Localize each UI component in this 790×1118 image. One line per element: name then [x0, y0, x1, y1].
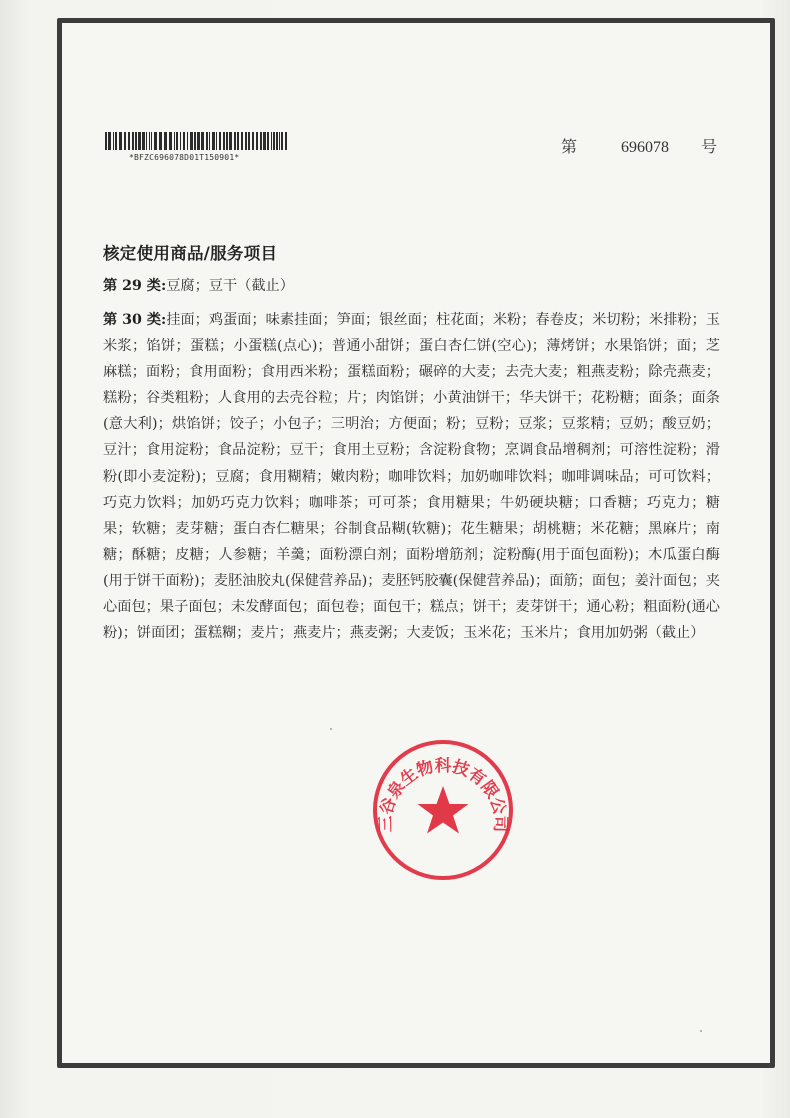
barcode-bar	[285, 132, 287, 150]
barcode	[103, 132, 293, 168]
barcode-bar	[206, 132, 208, 150]
barcode-bar	[273, 132, 275, 150]
barcode-bar	[183, 132, 185, 150]
barcode-bar	[151, 132, 152, 150]
barcode-bar	[229, 132, 232, 150]
red-star-icon	[418, 786, 469, 834]
scan-speck	[700, 1030, 702, 1032]
barcode-bar	[180, 132, 181, 150]
class-29-items: 豆腐；豆干（截止）	[166, 278, 294, 294]
barcode-bar	[260, 132, 262, 150]
barcode-bar	[197, 132, 200, 150]
barcode-bar	[281, 132, 283, 150]
barcode-bar	[142, 132, 145, 150]
scan-speck	[330, 728, 332, 730]
barcode-bar	[237, 132, 239, 150]
barcode-bar	[149, 132, 150, 150]
barcode-bar	[263, 132, 266, 150]
barcode-bar	[201, 132, 204, 150]
barcode-bar	[216, 132, 217, 150]
barcode-bar	[146, 132, 147, 150]
barcode-bar	[128, 132, 130, 150]
barcode-bar	[119, 132, 122, 150]
barcode-bar	[223, 132, 225, 150]
registration-number	[561, 134, 717, 157]
barcode-bar	[241, 132, 243, 150]
barcode-bar	[187, 132, 188, 150]
class-29-paragraph	[103, 273, 720, 299]
registration-number-value: 696078	[621, 139, 670, 156]
barcode-bar	[113, 132, 114, 150]
section-title: 核定使用商品/服务项目	[103, 244, 278, 263]
barcode-bar	[209, 132, 210, 150]
barcode-bar	[252, 132, 254, 150]
barcode-bar	[219, 132, 221, 150]
class-30-items: 挂面；鸡蛋面；味素挂面；笋面；银丝面；柱花面；米粉；春卷皮；米切粉；米排粉；玉米浆；馅饼；蛋糕；小蛋糕(点心)；普通小甜饼；蛋白杏仁饼(空心)；薄烤饼；水果馅饼；面；芝麻糕；面粉；食用面粉；食用西米粉；蛋糕面粉；碾碎的大麦；去壳大麦；粗燕麦粉；除壳燕麦；糕粉；谷类粗粉；人食用的去壳谷粒；片；肉馅饼；小黄油饼干；华夫饼干；花粉糖；面条；面条(意大利)；烘馅饼；饺子；小包子；三明治；方便面；粉；豆粉；豆浆；豆浆精；豆奶；酸豆奶；豆汁；食用淀粉；食品淀粉；豆干；食用土豆粉；含淀粉食物；烹调食品增稠剂；可溶性淀粉；滑粉(即小麦淀粉)；豆腐；食用糊精；嫩肉粉；咖啡饮料；加奶咖啡饮料；咖啡调味品；可可饮料；巧克力饮料；加奶巧克力饮料；咖啡茶；可可茶；食用糖果；牛奶硬块糖；口香糖；巧克力；糖果；软糖；麦芽糖；蛋白杏仁糖果；谷制食品糊(软糖)；花生糖果；胡桃糖；米花糖；黑麻片；南糖；酥糖；皮糖；人参糖；羊羹；面粉漂白剂；面粉增筋剂；淀粉酶(用于面包面粉)；木瓜蛋白酶(用于饼干面粉)；麦胚油胶丸(保健营养品)；麦胚钙胶囊(保健营养品)；面筋；面包；姜汁面包；夹心面包；果子面包；未发酵面包；面包卷；面包干；糕点；饼干；麦芽饼干；通心粉；粗面粉(通心粉)；饼面团；蛋糕糊；麦片；燕麦片；燕麦粥；大麦饭；玉米花；玉米片；食用加奶粥（截止）	[103, 312, 720, 642]
barcode-bar	[234, 132, 236, 150]
barcode-bar	[124, 132, 126, 150]
barcode-bar	[135, 132, 137, 150]
barcode-bar	[115, 132, 117, 150]
barcode-bar	[267, 132, 269, 150]
class-29-label: 第 29 类:	[103, 278, 167, 294]
barcode-bar	[138, 132, 141, 150]
barcode-bar	[190, 132, 193, 150]
barcode-bar	[279, 132, 280, 150]
seal-graphic	[370, 737, 516, 883]
barcode-bar	[194, 132, 196, 150]
barcode-bar	[174, 132, 175, 150]
barcode-bar	[159, 132, 162, 150]
registration-prefix: 第	[561, 137, 578, 156]
barcode-bar	[132, 132, 134, 150]
registration-suffix: 号	[701, 137, 718, 156]
barcode-bar	[164, 132, 167, 150]
barcode-bar	[245, 132, 247, 150]
barcode-bar	[176, 132, 178, 150]
seal-ring-text: 三谷泉生物科技有限公司	[375, 755, 511, 833]
barcode-bar	[226, 132, 228, 150]
barcode-bar	[154, 132, 157, 150]
company-seal	[370, 737, 516, 883]
barcode-bar	[256, 132, 258, 150]
barcode-bar	[108, 132, 111, 150]
barcode-bar	[276, 132, 278, 150]
barcode-bar	[212, 132, 215, 150]
barcode-icon	[103, 132, 293, 152]
barcode-code-text: *BFZC696078D01T150901*	[129, 153, 240, 162]
barcode-bar	[105, 132, 107, 150]
class-30-paragraph	[103, 307, 720, 646]
barcode-bar	[169, 132, 172, 150]
barcode-bar	[248, 132, 250, 150]
barcode-bar	[271, 132, 272, 150]
class-30-label: 第 30 类:	[103, 312, 167, 328]
